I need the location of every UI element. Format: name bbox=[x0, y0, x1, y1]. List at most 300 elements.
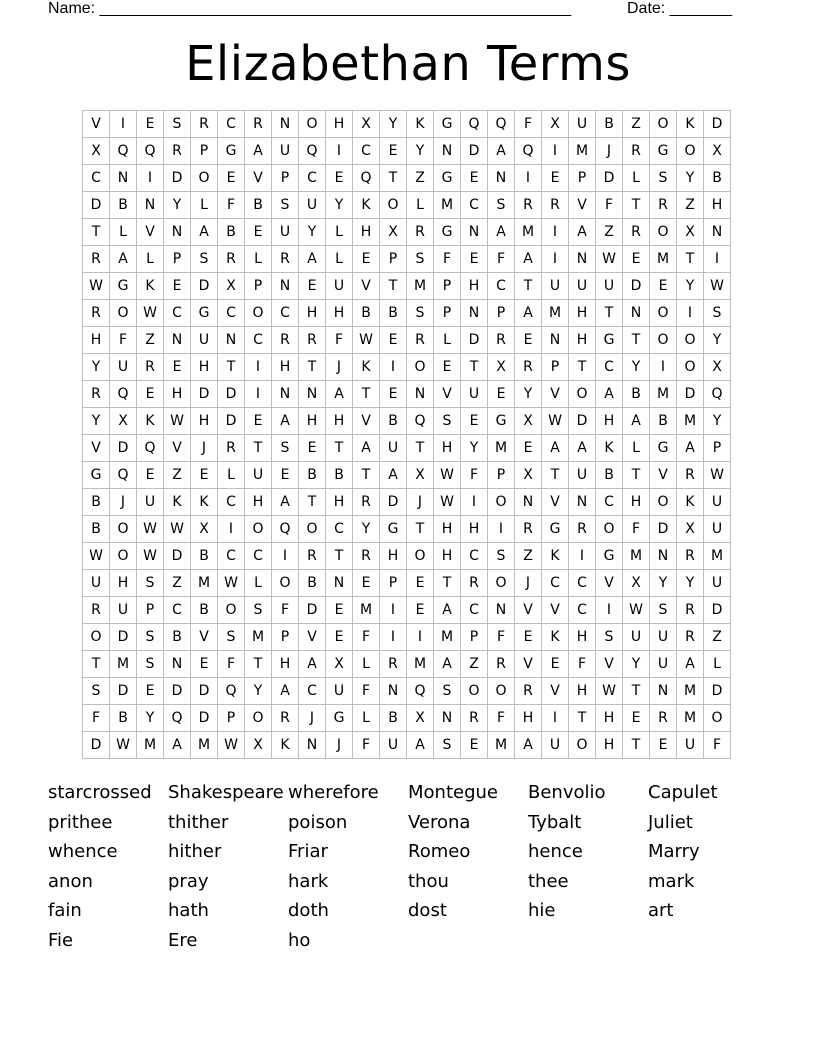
grid-cell: H bbox=[704, 192, 731, 219]
grid-cell: Z bbox=[596, 219, 623, 246]
grid-cell: O bbox=[83, 624, 110, 651]
word-bank-item: Friar bbox=[288, 841, 328, 863]
grid-cell: L bbox=[704, 651, 731, 678]
grid-cell: Y bbox=[245, 678, 272, 705]
grid-cell: M bbox=[488, 732, 515, 759]
grid-cell: J bbox=[515, 570, 542, 597]
grid-cell: Y bbox=[677, 273, 704, 300]
grid-cell: O bbox=[677, 354, 704, 381]
grid-cell: M bbox=[407, 273, 434, 300]
grid-cell: U bbox=[326, 678, 353, 705]
grid-cell: Q bbox=[164, 705, 191, 732]
grid-cell: O bbox=[272, 570, 299, 597]
grid-cell: E bbox=[407, 570, 434, 597]
grid-cell: L bbox=[434, 327, 461, 354]
grid-cell: W bbox=[434, 462, 461, 489]
grid-cell: R bbox=[380, 651, 407, 678]
grid-cell: R bbox=[650, 192, 677, 219]
grid-cell: F bbox=[434, 246, 461, 273]
grid-cell: M bbox=[623, 543, 650, 570]
grid-cell: E bbox=[137, 462, 164, 489]
grid-cell: O bbox=[461, 678, 488, 705]
grid-cell: K bbox=[542, 624, 569, 651]
grid-cell: X bbox=[623, 570, 650, 597]
grid-cell: U bbox=[83, 570, 110, 597]
grid-cell: E bbox=[218, 165, 245, 192]
grid-cell: R bbox=[164, 138, 191, 165]
grid-cell: Q bbox=[515, 138, 542, 165]
grid-cell: T bbox=[623, 732, 650, 759]
word-bank-item: hie bbox=[528, 900, 556, 922]
grid-cell: Z bbox=[164, 462, 191, 489]
grid-cell: C bbox=[569, 570, 596, 597]
word-bank-item: Benvolio bbox=[528, 782, 606, 803]
grid-cell: C bbox=[245, 543, 272, 570]
grid-cell: N bbox=[650, 678, 677, 705]
grid-cell: W bbox=[542, 408, 569, 435]
grid-cell: L bbox=[110, 219, 137, 246]
grid-cell: T bbox=[83, 219, 110, 246]
grid-cell: R bbox=[218, 246, 245, 273]
grid-cell: M bbox=[650, 246, 677, 273]
grid-cell: F bbox=[110, 327, 137, 354]
grid-cell: D bbox=[191, 678, 218, 705]
grid-cell: A bbox=[164, 732, 191, 759]
grid-cell: A bbox=[677, 435, 704, 462]
grid-cell: I bbox=[515, 165, 542, 192]
grid-cell: N bbox=[110, 165, 137, 192]
grid-cell: B bbox=[380, 408, 407, 435]
grid-cell: G bbox=[650, 138, 677, 165]
grid-cell: D bbox=[596, 165, 623, 192]
grid-cell: U bbox=[704, 489, 731, 516]
grid-cell: F bbox=[353, 732, 380, 759]
grid-cell: N bbox=[272, 273, 299, 300]
grid-cell: L bbox=[623, 435, 650, 462]
word-bank-item: art bbox=[648, 900, 674, 922]
grid-cell: J bbox=[407, 489, 434, 516]
word-bank-item: wherefore bbox=[288, 782, 379, 803]
grid-cell: W bbox=[704, 273, 731, 300]
grid-cell: M bbox=[191, 570, 218, 597]
grid-cell: V bbox=[650, 462, 677, 489]
grid-cell: F bbox=[461, 462, 488, 489]
grid-cell: W bbox=[83, 543, 110, 570]
grid-cell: H bbox=[380, 543, 407, 570]
grid-cell: E bbox=[623, 705, 650, 732]
grid-cell: N bbox=[488, 597, 515, 624]
grid-cell: T bbox=[353, 462, 380, 489]
grid-cell: P bbox=[380, 246, 407, 273]
grid-cell: I bbox=[650, 354, 677, 381]
grid-cell: H bbox=[110, 570, 137, 597]
grid-cell: O bbox=[110, 543, 137, 570]
grid-cell: R bbox=[299, 543, 326, 570]
grid-cell: C bbox=[164, 597, 191, 624]
word-bank-item: starcrossed bbox=[48, 782, 152, 803]
grid-cell: B bbox=[326, 462, 353, 489]
grid-cell: B bbox=[164, 624, 191, 651]
grid-cell: H bbox=[596, 408, 623, 435]
grid-cell: X bbox=[704, 354, 731, 381]
grid-cell: I bbox=[704, 246, 731, 273]
grid-cell: G bbox=[650, 435, 677, 462]
grid-cell: T bbox=[299, 489, 326, 516]
grid-cell: T bbox=[245, 651, 272, 678]
grid-cell: P bbox=[164, 246, 191, 273]
grid-cell: Q bbox=[137, 138, 164, 165]
grid-cell: O bbox=[596, 516, 623, 543]
grid-cell: M bbox=[191, 732, 218, 759]
grid-cell: O bbox=[245, 705, 272, 732]
grid-cell: G bbox=[434, 111, 461, 138]
grid-cell: L bbox=[353, 651, 380, 678]
word-bank-item: Fie bbox=[48, 929, 74, 951]
grid-cell: O bbox=[299, 111, 326, 138]
grid-cell: V bbox=[353, 273, 380, 300]
grid-cell: O bbox=[110, 300, 137, 327]
grid-cell: R bbox=[353, 543, 380, 570]
grid-cell: X bbox=[677, 516, 704, 543]
grid-cell: A bbox=[353, 435, 380, 462]
grid-cell: L bbox=[191, 192, 218, 219]
grid-cell: Y bbox=[83, 354, 110, 381]
word-bank-item: Capulet bbox=[648, 782, 718, 803]
grid-cell: Z bbox=[515, 543, 542, 570]
grid-cell: I bbox=[380, 597, 407, 624]
grid-cell: A bbox=[272, 408, 299, 435]
grid-cell: N bbox=[569, 489, 596, 516]
grid-cell: E bbox=[164, 354, 191, 381]
grid-cell: E bbox=[461, 246, 488, 273]
grid-cell: P bbox=[461, 624, 488, 651]
grid-cell: Y bbox=[623, 651, 650, 678]
grid-cell: T bbox=[83, 651, 110, 678]
grid-cell: D bbox=[461, 138, 488, 165]
grid-cell: U bbox=[596, 273, 623, 300]
grid-cell: N bbox=[434, 705, 461, 732]
grid-cell: T bbox=[380, 273, 407, 300]
grid-cell: E bbox=[191, 651, 218, 678]
grid-cell: H bbox=[272, 651, 299, 678]
grid-cell: H bbox=[569, 624, 596, 651]
grid-cell: I bbox=[218, 516, 245, 543]
grid-cell: K bbox=[137, 408, 164, 435]
grid-cell: I bbox=[137, 165, 164, 192]
grid-cell: I bbox=[110, 111, 137, 138]
grid-cell: P bbox=[218, 705, 245, 732]
grid-cell: E bbox=[326, 624, 353, 651]
grid-cell: H bbox=[569, 300, 596, 327]
grid-cell: D bbox=[164, 543, 191, 570]
grid-cell: C bbox=[218, 489, 245, 516]
grid-cell: Y bbox=[353, 516, 380, 543]
grid-cell: R bbox=[299, 327, 326, 354]
grid-cell: M bbox=[704, 543, 731, 570]
grid-cell: V bbox=[542, 597, 569, 624]
grid-cell: U bbox=[380, 435, 407, 462]
grid-cell: Z bbox=[704, 624, 731, 651]
grid-cell: D bbox=[218, 408, 245, 435]
grid-cell: E bbox=[353, 570, 380, 597]
grid-cell: C bbox=[218, 543, 245, 570]
grid-cell: M bbox=[488, 435, 515, 462]
grid-cell: H bbox=[326, 300, 353, 327]
grid-cell: H bbox=[326, 408, 353, 435]
grid-cell: S bbox=[488, 192, 515, 219]
grid-cell: W bbox=[596, 246, 623, 273]
grid-cell: I bbox=[245, 354, 272, 381]
word-bank-item: doth bbox=[288, 900, 329, 922]
grid-cell: A bbox=[110, 246, 137, 273]
grid-cell: C bbox=[164, 300, 191, 327]
grid-cell: Q bbox=[137, 435, 164, 462]
grid-cell: A bbox=[299, 651, 326, 678]
grid-cell: P bbox=[272, 624, 299, 651]
grid-cell: P bbox=[191, 138, 218, 165]
grid-cell: K bbox=[137, 273, 164, 300]
grid-cell: P bbox=[569, 165, 596, 192]
grid-cell: C bbox=[245, 327, 272, 354]
grid-cell: H bbox=[623, 489, 650, 516]
grid-cell: D bbox=[677, 381, 704, 408]
grid-cell: Y bbox=[83, 408, 110, 435]
grid-cell: S bbox=[137, 624, 164, 651]
grid-cell: H bbox=[191, 354, 218, 381]
grid-cell: R bbox=[191, 111, 218, 138]
grid-cell: Y bbox=[650, 570, 677, 597]
grid-cell: X bbox=[515, 408, 542, 435]
grid-cell: F bbox=[569, 651, 596, 678]
grid-cell: E bbox=[245, 219, 272, 246]
grid-cell: V bbox=[191, 624, 218, 651]
grid-cell: Y bbox=[137, 705, 164, 732]
grid-cell: G bbox=[542, 516, 569, 543]
grid-cell: B bbox=[83, 516, 110, 543]
grid-cell: Z bbox=[623, 111, 650, 138]
grid-cell: Y bbox=[164, 192, 191, 219]
grid-cell: C bbox=[299, 165, 326, 192]
grid-cell: T bbox=[353, 381, 380, 408]
grid-cell: N bbox=[137, 192, 164, 219]
grid-cell: C bbox=[488, 273, 515, 300]
word-bank-item: Verona bbox=[408, 811, 471, 833]
grid-cell: R bbox=[272, 327, 299, 354]
grid-cell: T bbox=[326, 543, 353, 570]
grid-cell: X bbox=[326, 651, 353, 678]
grid-cell: Q bbox=[218, 678, 245, 705]
grid-cell: C bbox=[596, 489, 623, 516]
grid-cell: D bbox=[110, 435, 137, 462]
grid-cell: R bbox=[272, 246, 299, 273]
page-title: Elizabethan Terms bbox=[185, 36, 631, 92]
grid-cell: Y bbox=[326, 192, 353, 219]
grid-cell: Z bbox=[164, 570, 191, 597]
grid-cell: R bbox=[83, 381, 110, 408]
grid-cell: T bbox=[542, 462, 569, 489]
grid-cell: N bbox=[515, 489, 542, 516]
grid-cell: D bbox=[299, 597, 326, 624]
grid-cell: H bbox=[596, 732, 623, 759]
word-bank-item: fain bbox=[48, 900, 82, 922]
grid-cell: A bbox=[515, 732, 542, 759]
grid-cell: H bbox=[434, 543, 461, 570]
grid-cell: D bbox=[650, 516, 677, 543]
grid-cell: I bbox=[488, 516, 515, 543]
grid-cell: A bbox=[272, 489, 299, 516]
grid-cell: E bbox=[137, 678, 164, 705]
grid-cell: O bbox=[704, 705, 731, 732]
grid-cell: E bbox=[137, 381, 164, 408]
grid-cell: N bbox=[164, 651, 191, 678]
grid-cell: R bbox=[407, 219, 434, 246]
grid-cell: R bbox=[677, 597, 704, 624]
grid-cell: L bbox=[353, 705, 380, 732]
word-bank bbox=[48, 778, 768, 956]
grid-cell: R bbox=[461, 705, 488, 732]
grid-cell: U bbox=[110, 354, 137, 381]
grid-cell: S bbox=[245, 597, 272, 624]
grid-cell: A bbox=[434, 597, 461, 624]
grid-cell: G bbox=[110, 273, 137, 300]
grid-cell: B bbox=[110, 192, 137, 219]
word-bank-item: hath bbox=[168, 900, 209, 922]
grid-cell: I bbox=[542, 138, 569, 165]
word-bank-item: hither bbox=[168, 841, 222, 863]
grid-cell: M bbox=[677, 705, 704, 732]
grid-cell: W bbox=[137, 300, 164, 327]
grid-cell: S bbox=[407, 246, 434, 273]
grid-cell: D bbox=[110, 624, 137, 651]
grid-cell: R bbox=[515, 516, 542, 543]
grid-cell: R bbox=[353, 489, 380, 516]
grid-cell: W bbox=[218, 732, 245, 759]
grid-cell: H bbox=[353, 219, 380, 246]
grid-cell: M bbox=[515, 219, 542, 246]
grid-cell: E bbox=[515, 624, 542, 651]
grid-cell: E bbox=[380, 138, 407, 165]
grid-cell: M bbox=[407, 651, 434, 678]
grid-cell: L bbox=[407, 192, 434, 219]
grid-cell: R bbox=[218, 435, 245, 462]
grid-cell: N bbox=[434, 138, 461, 165]
grid-cell: K bbox=[191, 489, 218, 516]
grid-cell: R bbox=[542, 192, 569, 219]
grid-cell: N bbox=[461, 300, 488, 327]
grid-cell: W bbox=[110, 732, 137, 759]
grid-cell: K bbox=[353, 192, 380, 219]
grid-cell: E bbox=[191, 462, 218, 489]
grid-cell: B bbox=[191, 597, 218, 624]
grid-cell: H bbox=[191, 408, 218, 435]
grid-cell: T bbox=[596, 300, 623, 327]
grid-cell: X bbox=[110, 408, 137, 435]
grid-cell: R bbox=[272, 705, 299, 732]
grid-cell: E bbox=[353, 246, 380, 273]
grid-cell: A bbox=[677, 651, 704, 678]
grid-cell: G bbox=[326, 705, 353, 732]
grid-cell: N bbox=[218, 327, 245, 354]
grid-cell: Z bbox=[407, 165, 434, 192]
grid-cell: X bbox=[407, 705, 434, 732]
grid-cell: G bbox=[596, 543, 623, 570]
grid-cell: T bbox=[515, 273, 542, 300]
word-bank-item: thither bbox=[168, 811, 229, 833]
grid-cell: E bbox=[515, 327, 542, 354]
grid-cell: S bbox=[650, 597, 677, 624]
grid-cell: S bbox=[164, 111, 191, 138]
word-bank-item: anon bbox=[48, 870, 93, 892]
grid-cell: B bbox=[704, 165, 731, 192]
grid-cell: Y bbox=[407, 138, 434, 165]
grid-cell: F bbox=[488, 246, 515, 273]
grid-cell: U bbox=[623, 624, 650, 651]
grid-cell: L bbox=[326, 246, 353, 273]
grid-cell: V bbox=[596, 651, 623, 678]
grid-cell: U bbox=[110, 597, 137, 624]
word-bank-item: hence bbox=[528, 841, 583, 863]
grid-cell: T bbox=[434, 570, 461, 597]
grid-cell: U bbox=[569, 273, 596, 300]
grid-cell: N bbox=[704, 219, 731, 246]
grid-cell: F bbox=[488, 705, 515, 732]
grid-cell: Y bbox=[677, 570, 704, 597]
grid-cell: B bbox=[191, 543, 218, 570]
grid-cell: I bbox=[596, 597, 623, 624]
grid-cell: E bbox=[299, 273, 326, 300]
grid-cell: H bbox=[461, 273, 488, 300]
grid-cell: C bbox=[461, 192, 488, 219]
grid-cell: K bbox=[407, 111, 434, 138]
grid-cell: Q bbox=[407, 408, 434, 435]
grid-cell: P bbox=[434, 273, 461, 300]
grid-cell: Y bbox=[704, 327, 731, 354]
grid-cell: R bbox=[488, 327, 515, 354]
grid-cell: O bbox=[245, 300, 272, 327]
grid-cell: O bbox=[407, 354, 434, 381]
grid-cell: O bbox=[650, 489, 677, 516]
grid-cell: U bbox=[299, 192, 326, 219]
grid-cell: T bbox=[623, 327, 650, 354]
grid-cell: O bbox=[488, 570, 515, 597]
grid-cell: S bbox=[218, 624, 245, 651]
grid-cell: F bbox=[623, 516, 650, 543]
grid-cell: F bbox=[488, 624, 515, 651]
grid-cell: N bbox=[299, 732, 326, 759]
grid-cell: N bbox=[272, 381, 299, 408]
grid-cell: E bbox=[326, 165, 353, 192]
grid-cell: U bbox=[326, 273, 353, 300]
grid-cell: R bbox=[623, 138, 650, 165]
grid-cell: Q bbox=[110, 138, 137, 165]
grid-cell: M bbox=[677, 678, 704, 705]
grid-cell: E bbox=[488, 381, 515, 408]
grid-cell: S bbox=[83, 678, 110, 705]
grid-cell: R bbox=[137, 354, 164, 381]
grid-cell: W bbox=[137, 516, 164, 543]
grid-cell: Q bbox=[488, 111, 515, 138]
grid-cell: S bbox=[434, 732, 461, 759]
word-bank-item: poison bbox=[288, 811, 348, 833]
grid-cell: M bbox=[542, 300, 569, 327]
grid-cell: U bbox=[704, 516, 731, 543]
grid-cell: H bbox=[299, 300, 326, 327]
grid-cell: V bbox=[542, 489, 569, 516]
grid-cell: I bbox=[542, 219, 569, 246]
grid-cell: R bbox=[515, 678, 542, 705]
grid-cell: I bbox=[677, 300, 704, 327]
grid-cell: H bbox=[164, 381, 191, 408]
